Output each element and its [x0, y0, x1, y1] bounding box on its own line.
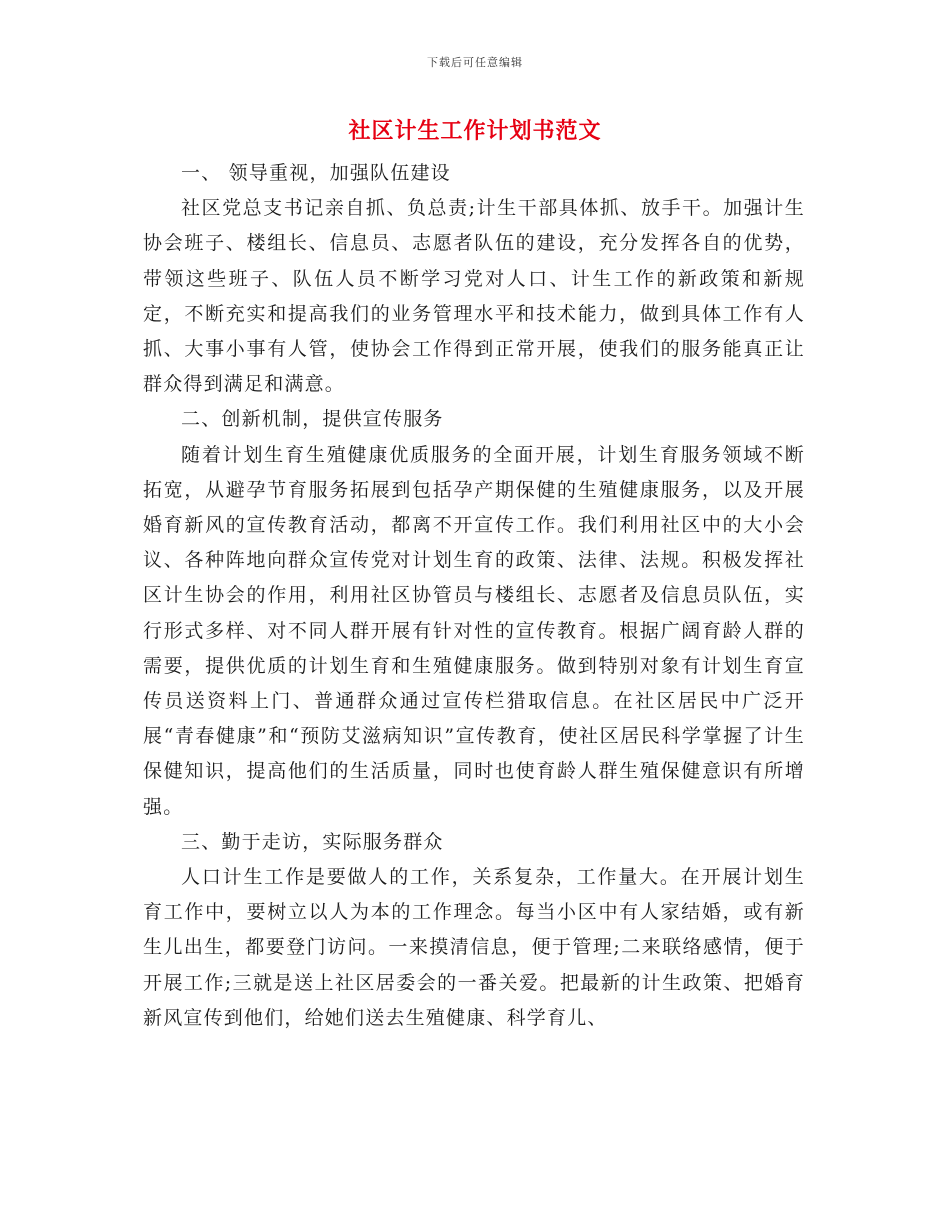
body-paragraph-2: 随着计划生育生殖健康优质服务的全面开展，计划生育服务领域不断拓宽，从避孕节育服务拓展到包括孕产期保健的生殖健康服务，以及开展婚育新风的宣传教育活动，都离不开宣传工作。我们利用社区中的大小会议、各种阵地向群众宣传党对计划生育的政策、法律、法规。积极发挥社区计生协会的作用，利用社区协管员与楼组长、志愿者及信息员队伍，实行形式多样、对不同人群开展有针对性的宣传教育。根据广阔育龄人群的需要，提供优质的计划生育和生殖健康服务。做到特别对象有计划生育宣传员送资料上门、普通群众通过宣传栏猎取信息。在社区居民中广泛开展“青春健康”和“预防艾滋病知识”宣传教育，使社区居民科学掌握了计生保健知识，提高他们的生活质量，同时也使育龄人群生殖保健意识有所增强。: [143, 443, 805, 818]
body-paragraph-3: 人口计生工作是要做人的工作，关系复杂，工作量大。在开展计划生育工作中，要树立以人为本的工作理念。每当小区中有人家结婚，或有新生儿出生，都要登门访问。一来摸清信息，便于管理;二来联络感情，便于开展工作;三就是送上社区居委会的一番关爱。把最新的计生政策、把婚育新风宣传到他们，给她们送去生殖健康、科学育儿、: [143, 866, 805, 1029]
section-heading-1: 一、 领导重视，加强队伍建设: [181, 162, 451, 184]
document-body: [143, 156, 805, 1036]
header-note: 下载后可任意编辑: [427, 56, 523, 69]
page-title: 社区计生工作计划书范文: [348, 118, 602, 144]
section-heading-2: 二、创新机制，提供宣传服务: [181, 408, 444, 431]
section-heading-3: 三、勤于走访，实际服务群众: [181, 830, 444, 853]
body-paragraph-1: 社区党总支书记亲自抓、负总责;计生干部具体抓、放手干。加强计生协会班子、楼组长、信息员、志愿者队伍的建设，充分发挥各自的优势，带领这些班子、队伍人员不断学习党对人口、计生工作的新政策和新规定，不断充实和提高我们的业务管理水平和技术能力，做到具体工作有人抓、大事小事有人管，使协会工作得到正常开展，使我们的服务能真正让群众得到满足和满意。: [143, 197, 805, 396]
